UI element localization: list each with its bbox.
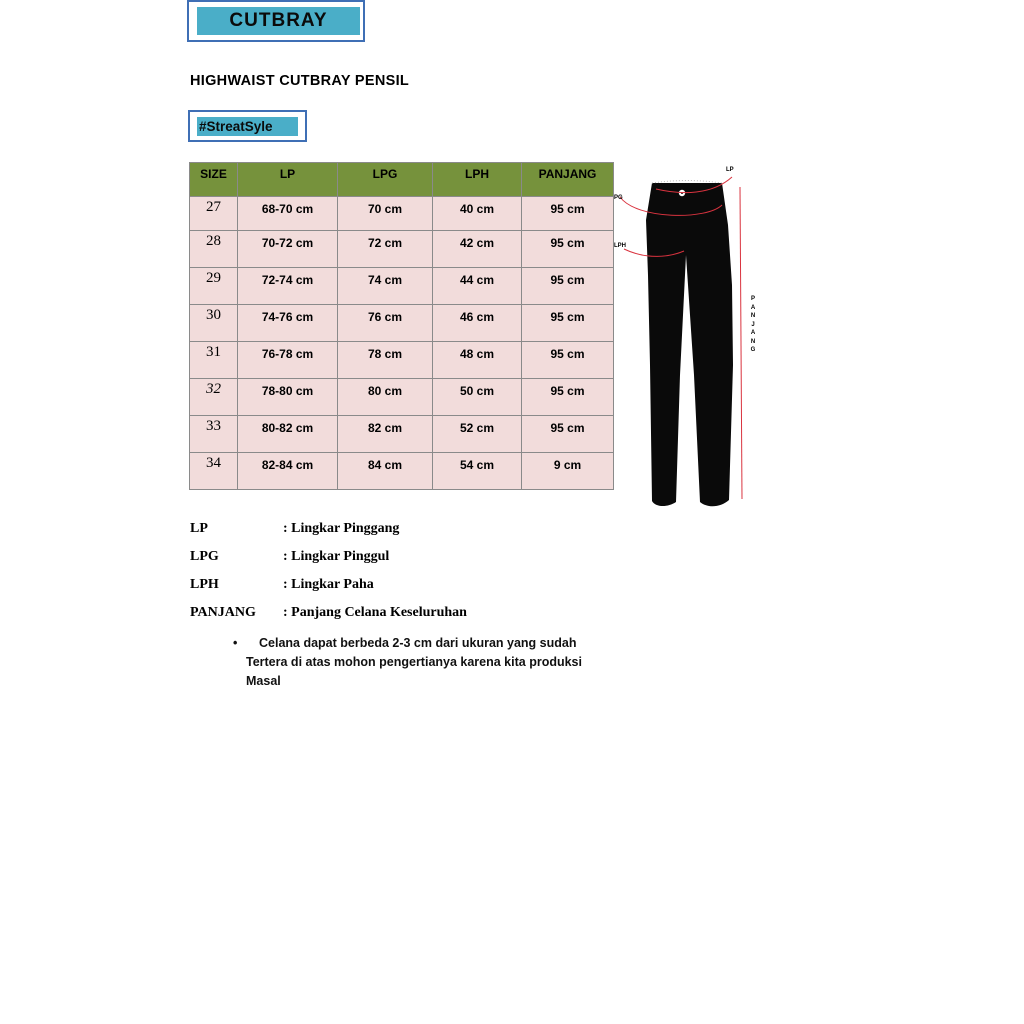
hashtag-box bbox=[188, 110, 307, 142]
panjang-letter: P bbox=[750, 296, 755, 302]
cell-lp: 76-78 cm bbox=[238, 342, 338, 379]
cell-lp: 72-74 cm bbox=[238, 268, 338, 305]
cell-lph: 44 cm bbox=[433, 268, 522, 305]
cell-size: 30 bbox=[190, 305, 238, 342]
header-lpg: LPG bbox=[338, 163, 433, 197]
note-line-1: Celana dapat berbeda 2-3 cm dari ukuran yang sudah bbox=[259, 636, 577, 650]
cell-lph: 50 cm bbox=[433, 379, 522, 416]
cell-lpg: 70 cm bbox=[338, 197, 433, 231]
panjang-letter: N bbox=[750, 338, 756, 345]
cell-lpg: 72 cm bbox=[338, 231, 433, 268]
cell-panjang: 95 cm bbox=[522, 231, 614, 268]
legend-value: : Lingkar Pinggang bbox=[283, 521, 400, 536]
legend-value: : Lingkar Pinggul bbox=[283, 549, 390, 564]
cell-lpg: 84 cm bbox=[338, 453, 433, 490]
header-lph: LPH bbox=[433, 163, 522, 197]
cell-lp: 82-84 cm bbox=[238, 453, 338, 490]
cell-panjang: 9 cm bbox=[522, 453, 614, 490]
pants-measurement-figure bbox=[612, 165, 762, 515]
cell-panjang: 95 cm bbox=[522, 268, 614, 305]
cell-panjang: 95 cm bbox=[522, 379, 614, 416]
legend-key: LP bbox=[190, 521, 208, 536]
table-header-row bbox=[190, 163, 614, 197]
header-size: SIZE bbox=[190, 163, 238, 197]
brand-title: CUTBRAY bbox=[197, 7, 360, 35]
note-line-3: Masal bbox=[246, 674, 281, 688]
header-panjang: PANJANG bbox=[522, 163, 614, 197]
table-row bbox=[190, 305, 614, 342]
legend-key: PANJANG bbox=[190, 605, 256, 620]
cell-size: 34 bbox=[190, 453, 238, 490]
product-title: HIGHWAIST CUTBRAY PENSIL bbox=[190, 73, 410, 89]
cell-size: 29 bbox=[190, 268, 238, 305]
cell-panjang: 95 cm bbox=[522, 416, 614, 453]
size-chart-table bbox=[189, 162, 614, 490]
cell-lph: 40 cm bbox=[433, 197, 522, 231]
legend-value: : Panjang Celana Keseluruhan bbox=[283, 605, 467, 620]
legend-value: : Lingkar Paha bbox=[283, 577, 374, 592]
cell-size: 32 bbox=[190, 379, 238, 416]
pants-illustration bbox=[612, 165, 762, 515]
cell-lp: 70-72 cm bbox=[238, 231, 338, 268]
cell-lph: 54 cm bbox=[433, 453, 522, 490]
brand-box bbox=[187, 0, 365, 42]
table-row bbox=[190, 416, 614, 453]
cell-lpg: 74 cm bbox=[338, 268, 433, 305]
panjang-letter: J bbox=[751, 321, 755, 328]
cell-panjang: 95 cm bbox=[522, 305, 614, 342]
cell-lpg: 82 cm bbox=[338, 416, 433, 453]
cell-lp: 68-70 cm bbox=[238, 197, 338, 231]
legend-key: LPH bbox=[190, 577, 219, 592]
figure-label-panjang bbox=[750, 295, 756, 355]
cell-panjang: 95 cm bbox=[522, 342, 614, 379]
table-row bbox=[190, 268, 614, 305]
cell-panjang: 95 cm bbox=[522, 197, 614, 231]
hashtag-label: #StreatSyle bbox=[197, 117, 298, 136]
figure-label-lpg: PG bbox=[614, 195, 623, 201]
cell-size: 28 bbox=[190, 231, 238, 268]
legend-key: LPG bbox=[190, 549, 219, 564]
cell-lph: 48 cm bbox=[433, 342, 522, 379]
table-row bbox=[190, 379, 614, 416]
figure-label-lph: LPH bbox=[614, 243, 626, 249]
note-line-2: Tertera di atas mohon pengertianya karena kita produksi bbox=[246, 655, 582, 669]
cell-lp: 78-80 cm bbox=[238, 379, 338, 416]
table-row bbox=[190, 197, 614, 231]
bullet-icon: • bbox=[233, 636, 238, 650]
cell-lp: 74-76 cm bbox=[238, 305, 338, 342]
cell-size: 27 bbox=[190, 197, 238, 231]
cell-lp: 80-82 cm bbox=[238, 416, 338, 453]
cell-lpg: 76 cm bbox=[338, 305, 433, 342]
pants-icon bbox=[646, 183, 733, 506]
cell-lpg: 78 cm bbox=[338, 342, 433, 379]
panjang-letter: A bbox=[750, 330, 756, 336]
cell-lph: 46 cm bbox=[433, 305, 522, 342]
cell-lph: 52 cm bbox=[433, 416, 522, 453]
figure-label-lp: LP bbox=[726, 167, 734, 173]
table-row bbox=[190, 231, 614, 268]
panjang-letter: A bbox=[750, 304, 756, 311]
cell-size: 33 bbox=[190, 416, 238, 453]
panjang-letter: G bbox=[750, 347, 756, 353]
cell-lph: 42 cm bbox=[433, 231, 522, 268]
panjang-letter: N bbox=[750, 313, 756, 319]
cell-size: 31 bbox=[190, 342, 238, 379]
cell-lpg: 80 cm bbox=[338, 379, 433, 416]
table-row bbox=[190, 342, 614, 379]
header-lp: LP bbox=[238, 163, 338, 197]
table-row bbox=[190, 453, 614, 490]
